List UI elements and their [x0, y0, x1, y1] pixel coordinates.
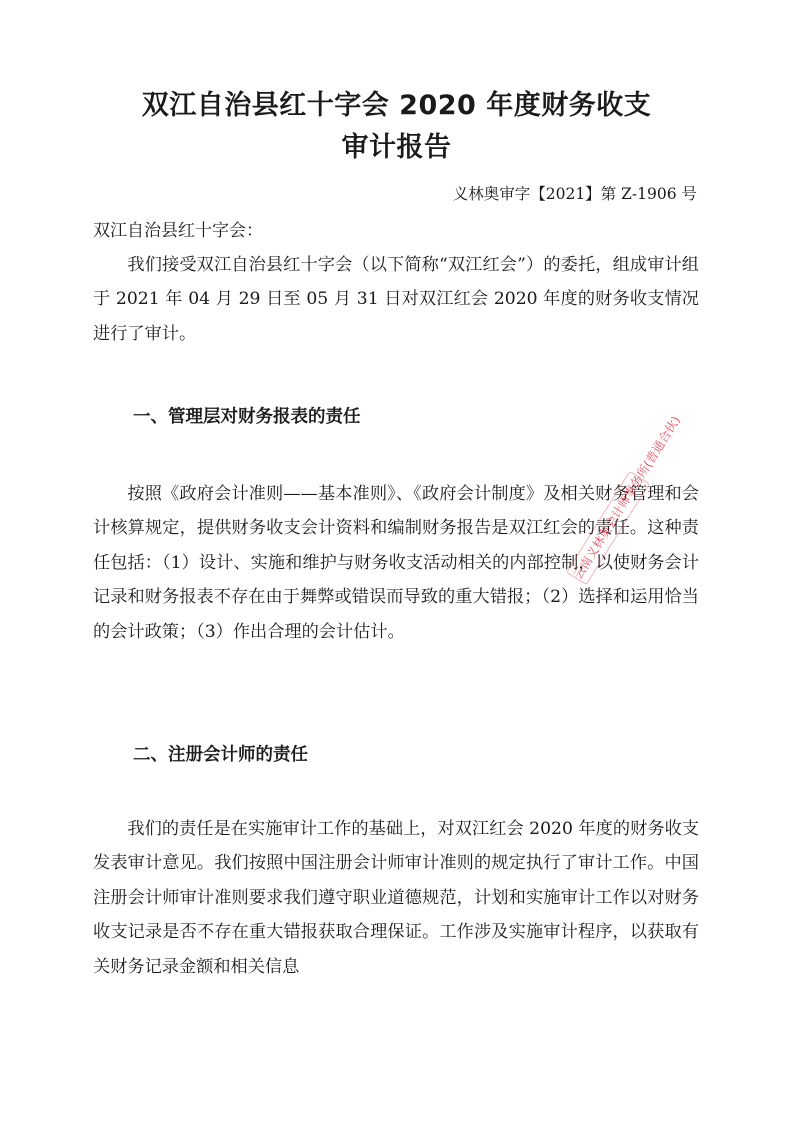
report-title-line2: 审计报告 — [341, 132, 452, 163]
section-paragraph-auditor-responsibility: 我们的责任是在实施审计工作的基础上，对双江红会 2020 年度的财务收支发表审计意见。我们按照中国注册会计师审计准则的规定执行了审计工作。中国注册会计师审计准则要求我们遵守职业道德规范，计划和实施审计工作以对财务收支记录是否不存在重大错报获取合理保证。工作涉及实施审计程序，以获取有关财务记录金额和相关信息 — [93, 819, 699, 977]
firm-seal-stamp: 云南义林奥会计师事务所(普通合伙) — [566, 471, 650, 585]
report-title-line1: 双江自治县红十字会 2020 年度财务收支 — [141, 90, 652, 121]
document-number: 义林奥审字【2021】第 Z-1906 号 — [452, 185, 697, 203]
addressee: 双江自治县红十字会： — [93, 221, 263, 241]
intro-paragraph: 我们接受双江自治县红十字会（以下简称“双江红会”）的委托，组成审计组于 2021 年 04 月 29 日至 05 月 31 日对双江红会 2020 年度的财务收支情况进行了审计。 — [93, 255, 699, 344]
section-heading-auditor-responsibility: 二、注册会计师的责任 — [133, 745, 308, 765]
section-heading-management-responsibility: 一、管理层对财务报表的责任 — [133, 407, 361, 427]
section-paragraph-management-responsibility: 按照《政府会计准则——基本准则》、《政府会计制度》及相关财务管理和会计核算规定，提供财务收支会计资料和编制财务报告是双江红会的责任。这种责任包括：（1）设计、实施和维护与财务收支活动相关的内部控制，以使财务会计记录和财务报表不存在由于舞弊或错误而导致的重大错报；（2）选择和运用恰当的会计政策；（3）作出合理的会计估计。 — [93, 484, 699, 642]
